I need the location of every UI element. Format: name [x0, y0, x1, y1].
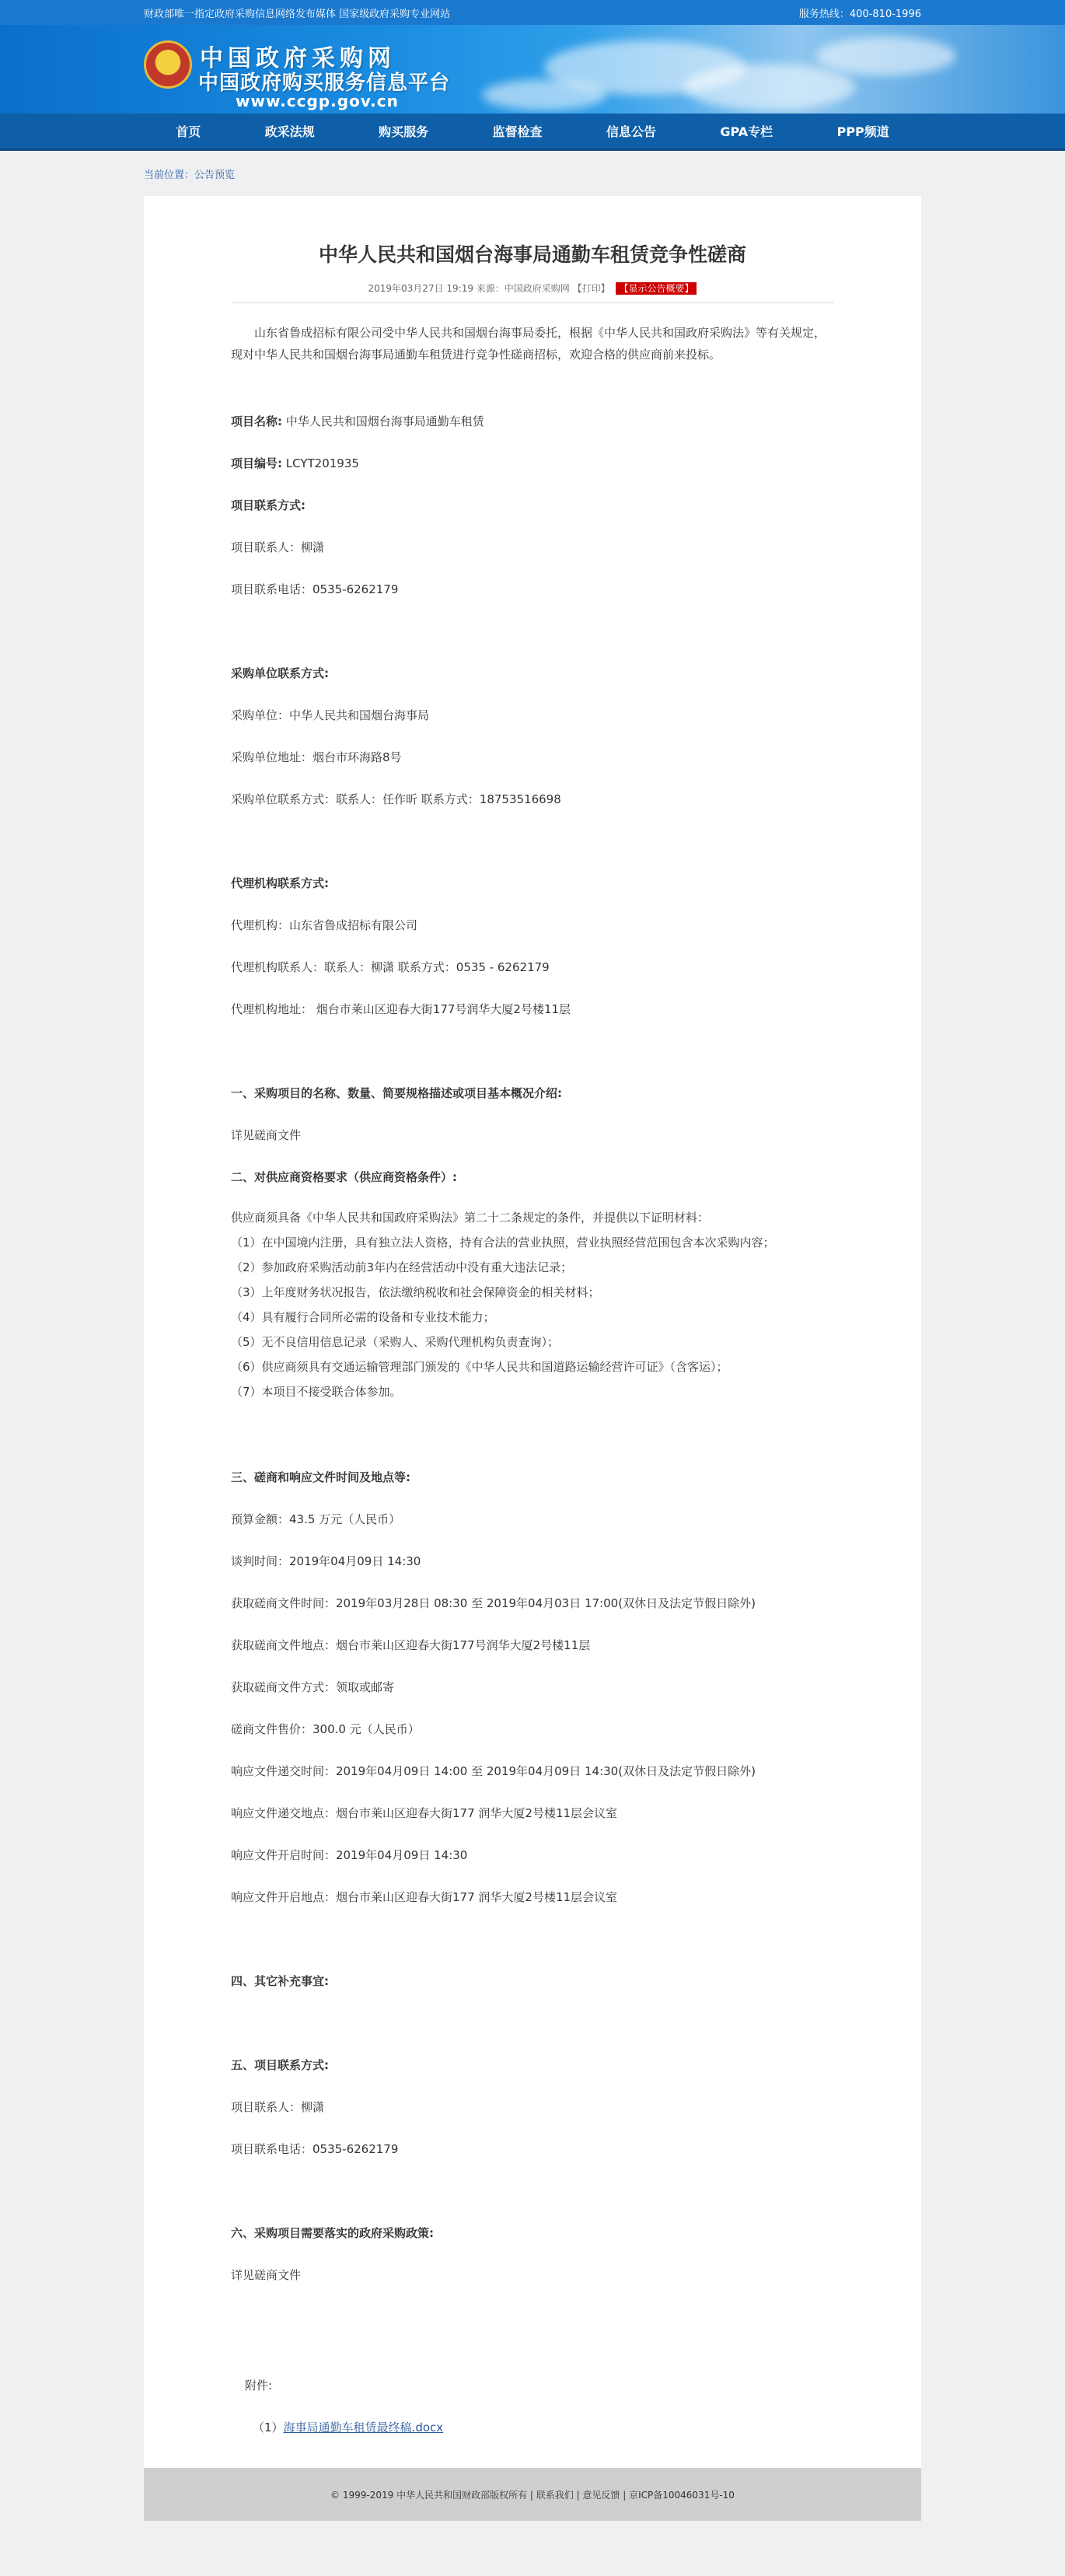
topbar-slogan: 财政部唯一指定政府采购信息网络发布媒体 国家级政府采购专业网站	[144, 8, 451, 20]
buyer-name: 采购单位：中华人民共和国烟台海事局	[231, 708, 430, 722]
top-bar	[0, 0, 1065, 25]
buyer-address: 采购单位地址：烟台市环海路8号	[231, 750, 402, 764]
section2-line: （7）本项目不接受联合体参加。	[231, 1385, 402, 1399]
doc-obtain-time: 获取磋商文件时间：2019年03月28日 08:30 至 2019年04月03日 17:00(双休日及法定节假日除外)	[231, 1596, 756, 1610]
project-contact-heading: 项目联系方式:	[231, 498, 306, 512]
title-divider	[231, 302, 834, 303]
intro-paragraph: 山东省鲁成招标有限公司受中华人民共和国烟台海事局委托，根据《中华人民共和国政府采购法》等有关规定，现对中华人民共和国烟台海事局通勤车租赁进行竞争性磋商招标，欢迎合格的供应商前来投标。	[231, 326, 826, 362]
budget: 预算金额：43.5 万元（人民币）	[231, 1512, 401, 1526]
agent-address: 代理机构地址： 烟台市莱山区迎春大街177号润华大厦2号楼11层	[231, 1002, 571, 1016]
print-link[interactable]: 【打印】	[572, 283, 610, 294]
show-summary-button[interactable]: 【显示公告概要】	[616, 282, 697, 295]
section2-line: （3）上年度财务状况报告，依法缴纳税收和社会保障资金的相关材料；	[231, 1285, 600, 1299]
section2-line: 供应商须具备《中华人民共和国政府采购法》第二十二条规定的条件，并提供以下证明材料：	[231, 1211, 710, 1225]
section2-line: （2）参加政府采购活动前3年内在经营活动中没有重大违法记录；	[231, 1260, 573, 1274]
attachment-link[interactable]: 海事局通勤车租赁最终稿.docx	[283, 2420, 444, 2434]
main-nav	[0, 114, 1065, 151]
article-container	[144, 196, 921, 2521]
agent-heading: 代理机构联系方式:	[231, 876, 329, 890]
nav-gpa[interactable]: GPA专栏	[720, 124, 773, 139]
header-banner	[0, 25, 1065, 114]
section5-heading: 五、项目联系方式:	[231, 2058, 329, 2072]
project-no: LCYT201935	[285, 456, 359, 470]
section3-heading: 三、磋商和响应文件时间及地点等:	[231, 1470, 411, 1484]
section1-heading: 一、采购项目的名称、数量、简要规格描述或项目基本概况介绍:	[231, 1086, 563, 1100]
site-logo-url: www.ccgp.gov.cn	[236, 92, 399, 110]
section5-person: 项目联系人：柳潇	[231, 2100, 325, 2114]
project-contact-person: 项目联系人：柳潇	[231, 540, 325, 554]
doc-price: 磋商文件售价：300.0 元（人民币）	[231, 1722, 420, 1736]
project-no-label: 项目编号:	[231, 456, 282, 470]
breadcrumb-current[interactable]: 公告预览	[194, 169, 236, 181]
response-open-time: 响应文件开启时间：2019年04月09日 14:30	[231, 1848, 468, 1862]
attachment-item	[231, 2420, 834, 2435]
section2-line: （4）具有履行合同所必需的设备和专业技术能力；	[231, 1310, 495, 1324]
article-meta	[231, 281, 834, 295]
negotiation-time: 谈判时间：2019年04月09日 14:30	[231, 1554, 421, 1568]
nav-announcements[interactable]: 信息公告	[606, 124, 656, 139]
doc-obtain-method: 获取磋商文件方式：领取或邮寄	[231, 1680, 395, 1694]
site-logo-title[interactable]: 中国政府采购网	[200, 45, 396, 72]
attachment-label: 附件:	[245, 2379, 273, 2392]
site-logo-subtitle: 中国政府购买服务信息平台	[198, 72, 451, 95]
national-emblem-icon	[144, 40, 192, 89]
publish-info: 2019年03月27日 19:19 来源：中国政府采购网	[368, 283, 570, 294]
nav-purchase-services[interactable]: 购买服务	[379, 124, 429, 139]
breadcrumb	[144, 151, 921, 196]
response-open-place: 响应文件开启地点：烟台市莱山区迎春大街177 润华大厦2号楼11层会议室	[231, 1890, 618, 1904]
section2-heading: 二、对供应商资格要求（供应商资格条件）:	[231, 1170, 458, 1184]
attachment-prefix: （1）	[253, 2420, 284, 2434]
section6-heading: 六、采购项目需要落实的政府采购政策:	[231, 2226, 435, 2240]
nav-supervision[interactable]: 监督检查	[492, 124, 543, 139]
service-hotline: 服务热线：400-810-1996	[798, 8, 921, 20]
section2-line: （6）供应商须具有交通运输管理部门颁发的《中华人民共和国道路运输经营许可证》（含客运）；	[231, 1360, 728, 1374]
nav-regulations[interactable]: 政采法规	[264, 124, 315, 139]
nav-home[interactable]: 首页	[176, 124, 201, 139]
project-name-label: 项目名称:	[231, 414, 282, 428]
agent-name: 代理机构：山东省鲁成招标有限公司	[231, 918, 418, 932]
breadcrumb-label: 当前位置：	[144, 169, 195, 181]
project-name: 中华人民共和国烟台海事局通勤车租赁	[285, 414, 484, 428]
section2-line: （5）无不良信用信息记录（采购人、采购代理机构负责查询）；	[231, 1335, 560, 1349]
agent-contact: 代理机构联系人：联系人：柳潇 联系方式：0535 - 6262179	[231, 960, 550, 974]
section6-body: 详见磋商文件	[231, 2268, 302, 2282]
section5-phone: 项目联系电话：0535-6262179	[231, 2142, 399, 2156]
section4-heading: 四、其它补充事宜:	[231, 1974, 329, 1988]
buyer-heading: 采购单位联系方式:	[231, 666, 329, 680]
article-title: 中华人民共和国烟台海事局通勤车租赁竞争性磋商	[318, 243, 746, 266]
project-contact-phone: 项目联系电话：0535-6262179	[231, 582, 399, 596]
response-submit-place: 响应文件递交地点：烟台市莱山区迎春大街177 润华大厦2号楼11层会议室	[231, 1806, 618, 1820]
section1-body: 详见磋商文件	[231, 1128, 302, 1142]
page-footer: © 1999-2019 中华人民共和国财政部版权所有 | 联系我们 | 意见反馈 | 京ICP备10046031号-10	[144, 2468, 921, 2521]
nav-ppp[interactable]: PPP频道	[836, 124, 889, 139]
section2-line: （1）在中国境内注册，具有独立法人资格，持有合法的营业执照，营业执照经营范围包含本次采购内容；	[231, 1236, 775, 1250]
buyer-contact: 采购单位联系方式：联系人：任作昕 联系方式：18753516698	[231, 792, 561, 806]
response-submit-time: 响应文件递交时间：2019年04月09日 14:00 至 2019年04月09日 14:30(双休日及法定节假日除外)	[231, 1764, 756, 1778]
doc-obtain-place: 获取磋商文件地点：烟台市莱山区迎春大街177号润华大厦2号楼11层	[231, 1638, 591, 1652]
